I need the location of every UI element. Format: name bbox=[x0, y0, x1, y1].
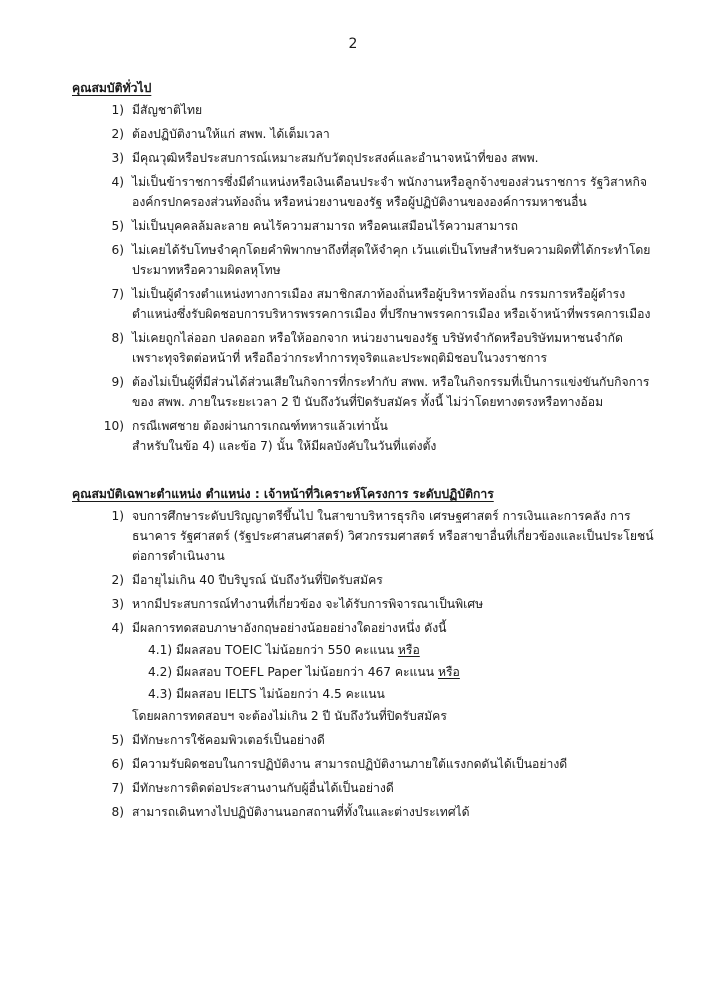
item-text: ไม่เป็นบุคคลล้มละลาย คนไร้ความสามารถ หรือคนเสมือนไร้ความสามารถ bbox=[132, 219, 519, 233]
item-text: หากมีประสบการณ์ทำงานที่เกี่ยวข้อง จะได้รับการพิจารณาเป็นพิเศษ bbox=[132, 597, 484, 611]
list-item bbox=[96, 778, 656, 798]
item-number: 8) bbox=[111, 805, 124, 819]
or-conjunction: หรือ bbox=[437, 665, 460, 679]
item-text: มีสัญชาติไทย bbox=[132, 103, 203, 117]
item-number: 4) bbox=[111, 175, 124, 189]
item-number: 5) bbox=[111, 733, 124, 747]
list-item bbox=[96, 730, 656, 750]
list-item bbox=[96, 594, 656, 614]
sub-item-label: 4.3) มีผลสอบ IELTS ไม่น้อยกว่า 4.5 คะแนน bbox=[148, 687, 385, 701]
item-text: มีทักษะการติดต่อประสานงานกับผู้อื่นได้เป็นอย่างดี bbox=[132, 781, 394, 795]
page-number: 2 bbox=[348, 36, 358, 52]
item-text: กรณีเพศชาย ต้องผ่านการเกณฑ์ทหารแล้วเท่านั้น bbox=[132, 419, 388, 433]
sub-item-label: 4.1) มีผลสอบ TOEIC ไม่น้อยกว่า 550 คะแนน bbox=[148, 643, 394, 657]
sub-item-ielts bbox=[132, 684, 656, 704]
item-text: ไม่เป็นข้าราชการซึ่งมีตำแหน่งหรือเงินเดือนประจำ พนักงานหรือลูกจ้างของส่วนราชการ รัฐวิสาหกิจ องค์กรปกครองส่วนท้องถิ่น หรือหน่วยงานของรัฐ หรือผู้ปฏิบัติงานขององค์การมหาชนอื่น bbox=[132, 175, 647, 209]
item-text: ไม่เป็นผู้ดำรงตำแหน่งทางการเมือง สมาชิกสภาท้องถิ่นหรือผู้บริหารท้องถิ่น กรรมการหรือผู้ดำรงตำแหน่งซึ่งรับผิดชอบการบริหารพรรคการเมือง ที่ปรึกษาพรรคการเมือง หรือเจ้าหน้าที่พรรคการเมือง bbox=[132, 287, 651, 321]
list-item bbox=[96, 124, 656, 144]
item-text: มีอายุไม่เกิน 40 ปีบริบูรณ์ นับถึงวันที่ปิดรับสมัคร bbox=[132, 573, 383, 587]
or-conjunction: หรือ bbox=[397, 643, 420, 657]
item-text: มีความรับผิดชอบในการปฏิบัติงาน สามารถปฏิบัติงานภายใต้แรงกดดันได้เป็นอย่างดี bbox=[132, 757, 568, 771]
item-number: 6) bbox=[111, 243, 124, 257]
list-item bbox=[96, 284, 656, 324]
list-item bbox=[96, 754, 656, 774]
item-text: มีคุณวุฒิหรือประสบการณ์เหมาะสมกับวัตถุประสงค์และอำนาจหน้าที่ของ สพพ. bbox=[132, 151, 539, 165]
list-item bbox=[96, 216, 656, 236]
item-number: 3) bbox=[111, 151, 124, 165]
list-item bbox=[96, 172, 656, 212]
position-qualifications-list bbox=[96, 506, 656, 826]
list-item bbox=[96, 802, 656, 822]
test-validity-note: โดยผลการทดสอบฯ จะต้องไม่เกิน 2 ปี นับถึงวันที่ปิดรับสมัคร bbox=[132, 709, 447, 723]
list-item bbox=[96, 328, 656, 368]
item-number: 6) bbox=[111, 757, 124, 771]
item-text: ต้องไม่เป็นผู้ที่มีส่วนได้ส่วนเสียในกิจการที่กระทำกับ สพพ. หรือในกิจกรรมที่เป็นการแข่งขันกับกิจการของ สพพ. ภายในระยะเวลา 2 ปี นับถึงวันที่ปิดรับสมัคร ทั้งนี้ ไม่ว่าโดยทางตรงหรือทางอ้อม bbox=[132, 375, 650, 409]
item-number: 2) bbox=[111, 127, 124, 141]
item-number: 5) bbox=[111, 219, 124, 233]
position-qualifications-heading: คุณสมบัติเฉพาะตำแหน่ง ตำแหน่ง : เจ้าหน้าที่วิเคราะห์โครงการ ระดับปฏิบัติการ bbox=[72, 487, 494, 501]
item-text: ไม่เคยได้รับโทษจำคุกโดยคำพิพากษาถึงที่สุดให้จำคุก เว้นแต่เป็นโทษสำหรับความผิดที่ได้กระทำโดยประมาทหรือความผิดลหุโทษ bbox=[132, 243, 651, 277]
item-text: จบการศึกษาระดับปริญญาตรีขึ้นไป ในสาขาบริหารธุรกิจ เศรษฐศาสตร์ การเงินและการคลัง การธนาคาร รัฐศาสตร์ (รัฐประศาสนศาสตร์) วิศวกรรมศาสตร์ หรือสาขาอื่นที่เกี่ยวข้องและเป็นประโยชน์ต่อการดำเนินงาน bbox=[132, 509, 654, 563]
sub-item-toeic bbox=[132, 640, 656, 660]
item-number: 7) bbox=[111, 287, 124, 301]
general-qualifications-list bbox=[96, 100, 656, 460]
item-text: ต้องปฏิบัติงานให้แก่ สพพ. ได้เต็มเวลา bbox=[132, 127, 330, 141]
item-text: สามารถเดินทางไปปฏิบัติงานนอกสถานที่ทั้งในและต่างประเทศได้ bbox=[132, 805, 470, 819]
sub-item-label: 4.2) มีผลสอบ TOEFL Paper ไม่น้อยกว่า 467 คะแนน bbox=[148, 665, 435, 679]
list-item bbox=[96, 570, 656, 590]
list-item bbox=[96, 506, 656, 566]
item-text: มีผลการทดสอบภาษาอังกฤษอย่างน้อยอย่างใดอย่างหนึ่ง ดังนี้ bbox=[132, 621, 447, 635]
item-number: 1) bbox=[111, 509, 124, 523]
item-number: 3) bbox=[111, 597, 124, 611]
item-number: 9) bbox=[111, 375, 124, 389]
item-number: 10) bbox=[103, 419, 124, 433]
list-item bbox=[96, 416, 656, 456]
list-item bbox=[96, 148, 656, 168]
general-qualifications-heading: คุณสมบัติทั่วไป bbox=[72, 81, 152, 95]
item-number: 2) bbox=[111, 573, 124, 587]
sub-item-toefl bbox=[132, 662, 656, 682]
list-item bbox=[96, 372, 656, 412]
item-number: 8) bbox=[111, 331, 124, 345]
list-item bbox=[96, 618, 656, 726]
item-text: มีทักษะการใช้คอมพิวเตอร์เป็นอย่างดี bbox=[132, 733, 325, 747]
item-number: 7) bbox=[111, 781, 124, 795]
list-item bbox=[96, 240, 656, 280]
list-item bbox=[96, 100, 656, 120]
item-text: ไม่เคยถูกไล่ออก ปลดออก หรือให้ออกจาก หน่วยงานของรัฐ บริษัทจำกัดหรือบริษัทมหาชนจำกัด เพราะทุจริตต่อหน้าที่ หรือถือว่ากระทำการทุจริตและประพฤติมิชอบในวงราชการ bbox=[132, 331, 623, 365]
item-number: 1) bbox=[111, 103, 124, 117]
item-number: 4) bbox=[111, 621, 124, 635]
applicability-note: สำหรับในข้อ 4) และข้อ 7) นั้น ให้มีผลบังคับในวันที่แต่งตั้ง bbox=[132, 439, 437, 453]
